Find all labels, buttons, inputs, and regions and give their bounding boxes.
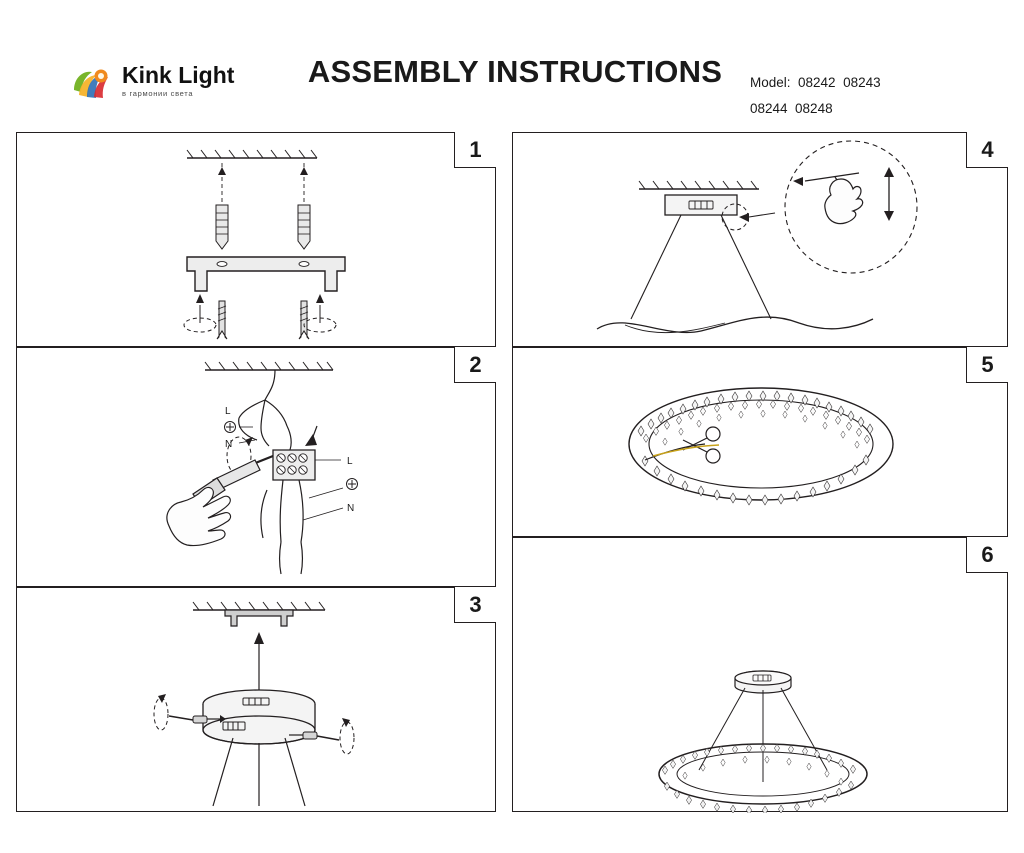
brand-name: Kink Light: [122, 62, 235, 88]
svg-text:N: N: [225, 439, 233, 450]
model-line-1: Model: 08242 08243: [750, 75, 881, 90]
step-number-6: 6: [966, 537, 1008, 573]
step-number-3: 3: [454, 587, 496, 623]
document-header: [0, 44, 1024, 124]
svg-text:L: L: [225, 406, 231, 417]
brand-logo: [70, 62, 300, 112]
kink-light-logo-icon: [70, 64, 116, 106]
step-6-illustration: [513, 538, 1007, 811]
step-3-illustration: [17, 588, 495, 811]
step-number-2: 2: [454, 347, 496, 383]
step-1-illustration: [17, 133, 495, 346]
step-5-illustration: [513, 348, 1007, 536]
svg-text:N: N: [347, 503, 355, 514]
page-title: ASSEMBLY INSTRUCTIONS: [307, 54, 723, 89]
steps-grid: [16, 132, 1008, 812]
step-2-illustration: [17, 348, 495, 586]
step-panel-4: [512, 132, 1008, 347]
model-line-2: 08244 08248: [750, 101, 833, 116]
step-number-5: 5: [966, 347, 1008, 383]
model-numbers: [750, 70, 990, 122]
step-panel-6: [512, 537, 1008, 812]
svg-text:L: L: [347, 456, 353, 467]
step-panel-1: [16, 132, 496, 347]
brand-tagline: в гармонии света: [122, 89, 194, 98]
step-number-1: 1: [454, 132, 496, 168]
step-4-illustration: [513, 133, 1007, 346]
step-number-4: 4: [966, 132, 1008, 168]
step-panel-2: [16, 347, 496, 587]
brand-wordmark: [122, 62, 300, 98]
step-panel-3: [16, 587, 496, 812]
step-panel-5: [512, 347, 1008, 537]
